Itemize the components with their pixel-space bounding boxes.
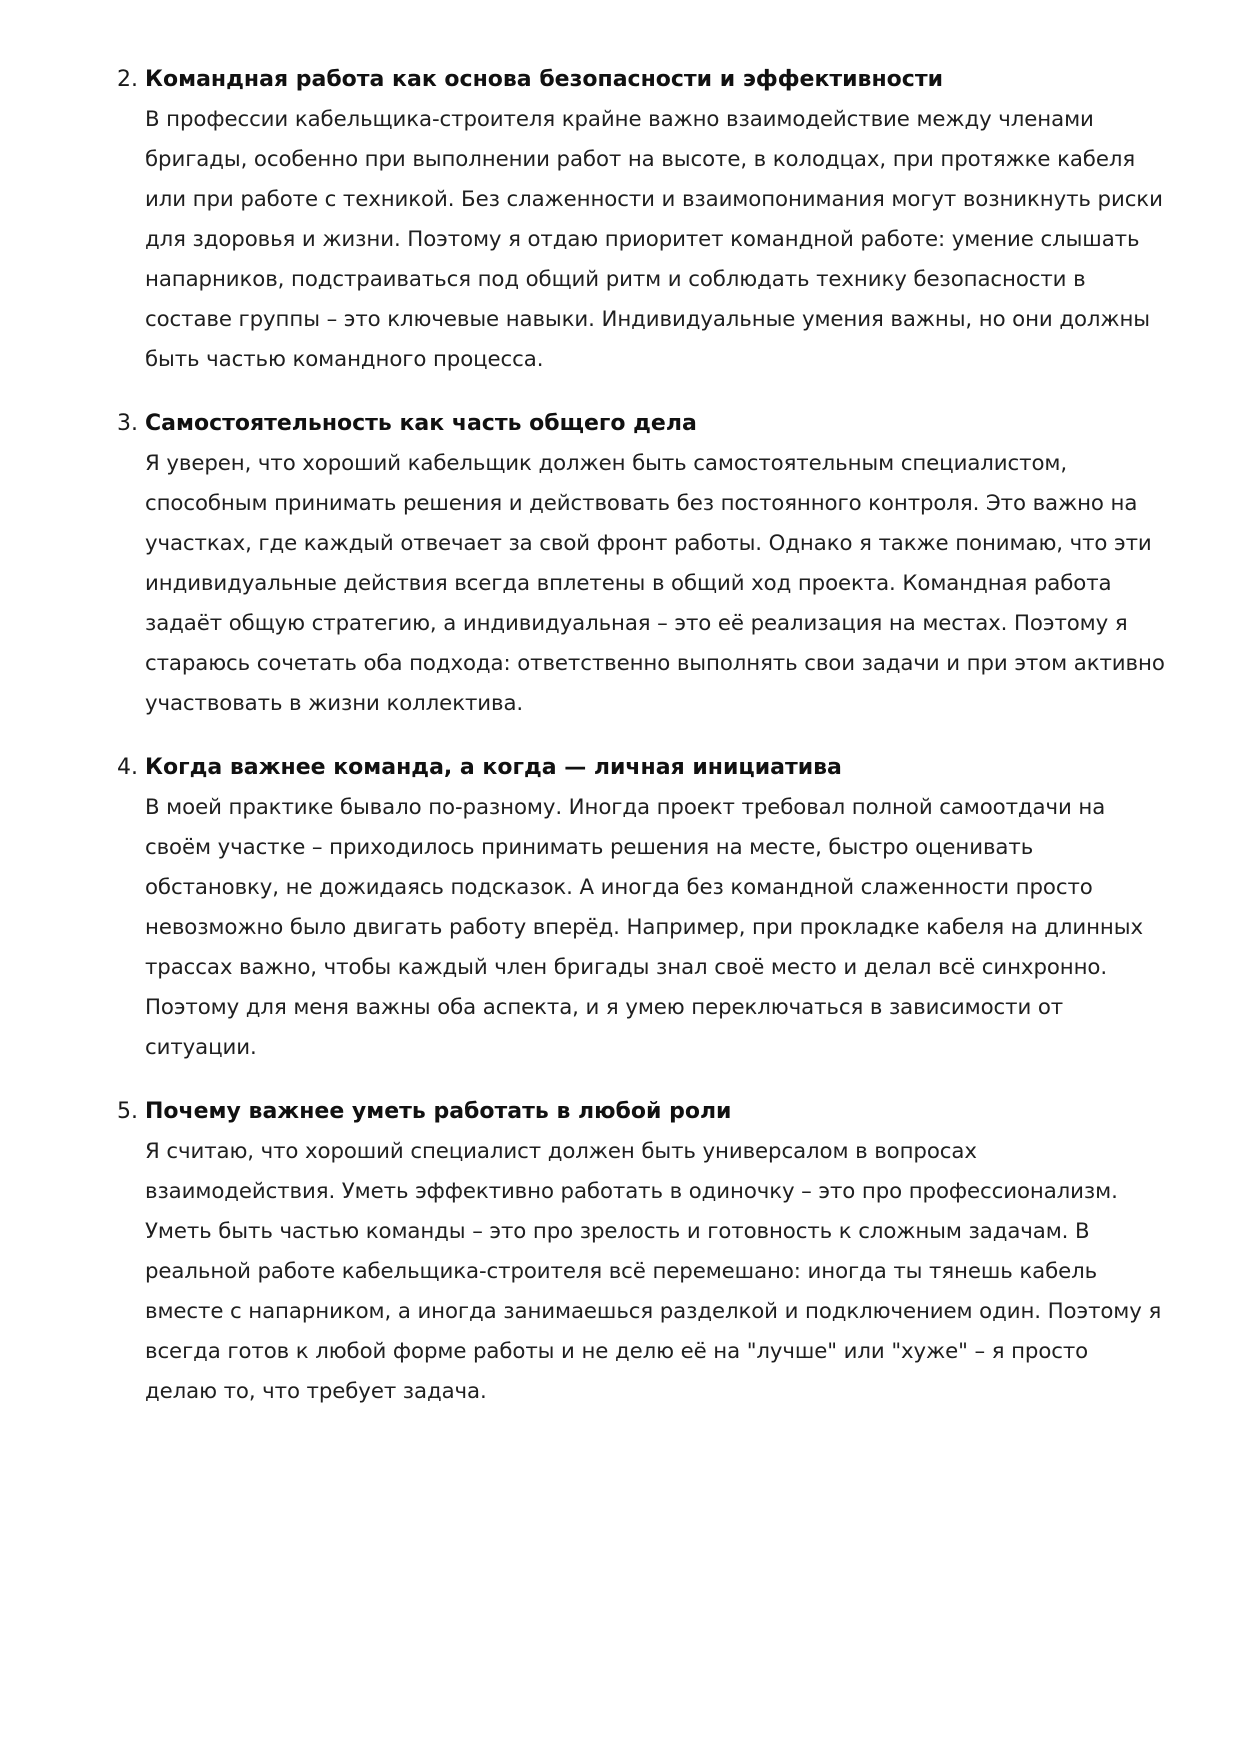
item-number: 5.	[117, 1099, 138, 1124]
list-item	[117, 404, 1165, 724]
item-title: Командная работа как основа безопасности и эффективности	[145, 67, 943, 92]
list-item	[117, 60, 1165, 380]
item-number: 2.	[117, 67, 138, 92]
item-text: В моей практике бывало по-разному. Иногда проект требовал полной самоотдачи на своём участке – приходилось принимать решения на месте, быстро оценивать обстановку, не дожидаясь подсказок. А иногда без командной слаженности просто невозможно было двигать работу вперёд. Например, при прокладке кабеля на длинных трассах важно, чтобы каждый член бригады знал своё место и делал всё синхронно. Поэтому для меня важны оба аспекта, и я умею переключаться в зависимости от ситуации.	[145, 795, 1143, 1060]
list-item	[117, 748, 1165, 1068]
item-text: Я уверен, что хороший кабельщик должен быть самостоятельным специалистом, способным принимать решения и действовать без постоянного контроля. Это важно на участках, где каждый отвечает за свой фронт работы. Однако я также понимаю, что эти индивидуальные действия всегда вплетены в общий ход проекта. Командная работа задаёт общую стратегию, а индивидуальная – это её реализация на местах. Поэтому я стараюсь сочетать оба подхода: ответственно выполнять свои задачи и при этом активно участвовать в жизни коллектива.	[145, 451, 1165, 716]
numbered-list	[117, 60, 1165, 1436]
item-title: Самостоятельность как часть общего дела	[145, 411, 697, 436]
item-number: 4.	[117, 755, 138, 780]
item-title: Когда важнее команда, а когда — личная инициатива	[145, 755, 842, 780]
item-text: В профессии кабельщика-строителя крайне важно взаимодействие между членами бригады, особенно при выполнении работ на высоте, в колодцах, при протяжке кабеля или при работе с техникой. Без слаженности и взаимопонимания могут возникнуть риски для здоровья и жизни. Поэтому я отдаю приоритет командной работе: умение слышать напарников, подстраиваться под общий ритм и соблюдать технику безопасности в составе группы – это ключевые навыки. Индивидуальные умения важны, но они должны быть частью командного процесса.	[145, 107, 1163, 372]
item-text: Я считаю, что хороший специалист должен быть универсалом в вопросах взаимодействия. Уметь эффективно работать в одиночку – это про профессионализм. Уметь быть частью команды – это про зрелость и готовность к сложным задачам. В реальной работе кабельщика-строителя всё перемешано: иногда ты тянешь кабель вместе с напарником, а иногда занимаешься разделкой и подключением один. Поэтому я всегда готов к любой форме работы и не делю её на "лучше" или "хуже" – я просто делаю то, что требует задача.	[145, 1139, 1162, 1404]
list-item	[117, 1092, 1165, 1412]
item-number: 3.	[117, 411, 138, 436]
item-title: Почему важнее уметь работать в любой роли	[145, 1099, 732, 1124]
